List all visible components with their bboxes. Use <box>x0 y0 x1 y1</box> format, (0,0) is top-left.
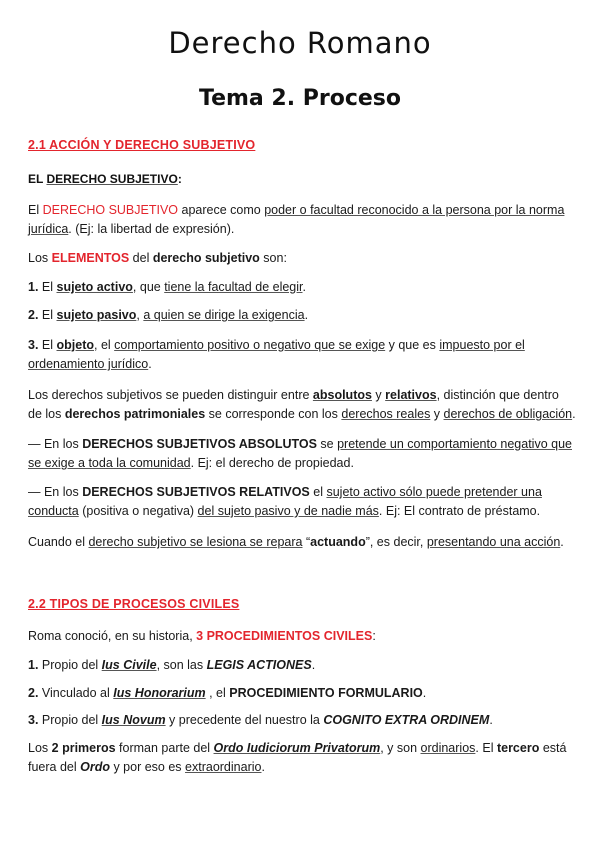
section-heading-2-1: 2.1 ACCIÓN Y DERECHO SUBJETIVO <box>28 138 256 152</box>
paragraph-absolutos: — En los DERECHOS SUBJETIVOS ABSOLUTOS se pretende un comportamiento negativo que se exige a toda la comunidad. Ej: el derecho de propiedad. <box>28 437 572 470</box>
list-item-element-3: 3. El objeto, el comportamiento positivo o negativo que se exige y que es impuesto por el ordenamiento jurídico. <box>28 338 525 371</box>
paragraph-ordo: Los 2 primeros forman parte del Ordo Iudiciorum Privatorum, y son ordinarios. El tercero está fuera del Ordo y por eso es extraordinario. <box>28 741 567 774</box>
paragraph-relativos: — En los DERECHOS SUBJETIVOS RELATIVOS el sujeto activo sólo puede pretender una conducta (positiva o negativa) del sujeto pasivo y de nadie más. Ej: El contrato de préstamo. <box>28 485 542 518</box>
paragraph-accion: Cuando el derecho subjetivo se lesiona se repara “actuando”, es decir, presentando una acción. <box>28 535 564 549</box>
subheading-derecho-subjetivo: EL DERECHO SUBJETIVO: <box>28 172 182 186</box>
paragraph-procedimientos-intro: Roma conoció, en su historia, 3 PROCEDIMIENTOS CIVILES: <box>28 629 376 643</box>
list-item-procedimiento-1: 1. Propio del Ius Civile, son las LEGIS ACTIONES. <box>28 658 316 672</box>
list-item-element-1: 1. El sujeto activo, que tiene la facultad de elegir. <box>28 280 306 294</box>
list-item-element-2: 2. El sujeto pasivo, a quien se dirige la exigencia. <box>28 308 309 322</box>
paragraph-absolutos-relativos: Los derechos subjetivos se pueden distinguir entre absolutos y relativos, distinción que dentro de los derechos patrimoniales se corresponde con los derechos reales y derechos de obligación. <box>28 388 576 421</box>
document-subtitle: Tema 2. Proceso <box>198 86 402 111</box>
paragraph-definition: El DERECHO SUBJETIVO aparece como poder o facultad reconocido a la persona por la norma jurídica. (Ej: la libertad de expresión). <box>28 203 565 236</box>
list-item-procedimiento-2: 2. Vinculado al Ius Honorarium , el PROCEDIMIENTO FORMULARIO. <box>28 686 427 700</box>
list-item-procedimiento-3: 3. Propio del Ius Novum y precedente del nuestro la COGNITO EXTRA ORDINEM. <box>28 713 493 727</box>
document-title: Derecho Romano <box>168 26 432 60</box>
paragraph-elements-intro: Los ELEMENTOS del derecho subjetivo son: <box>28 251 287 265</box>
section-heading-2-2: 2.2 TIPOS DE PROCESOS CIVILES <box>28 597 240 611</box>
